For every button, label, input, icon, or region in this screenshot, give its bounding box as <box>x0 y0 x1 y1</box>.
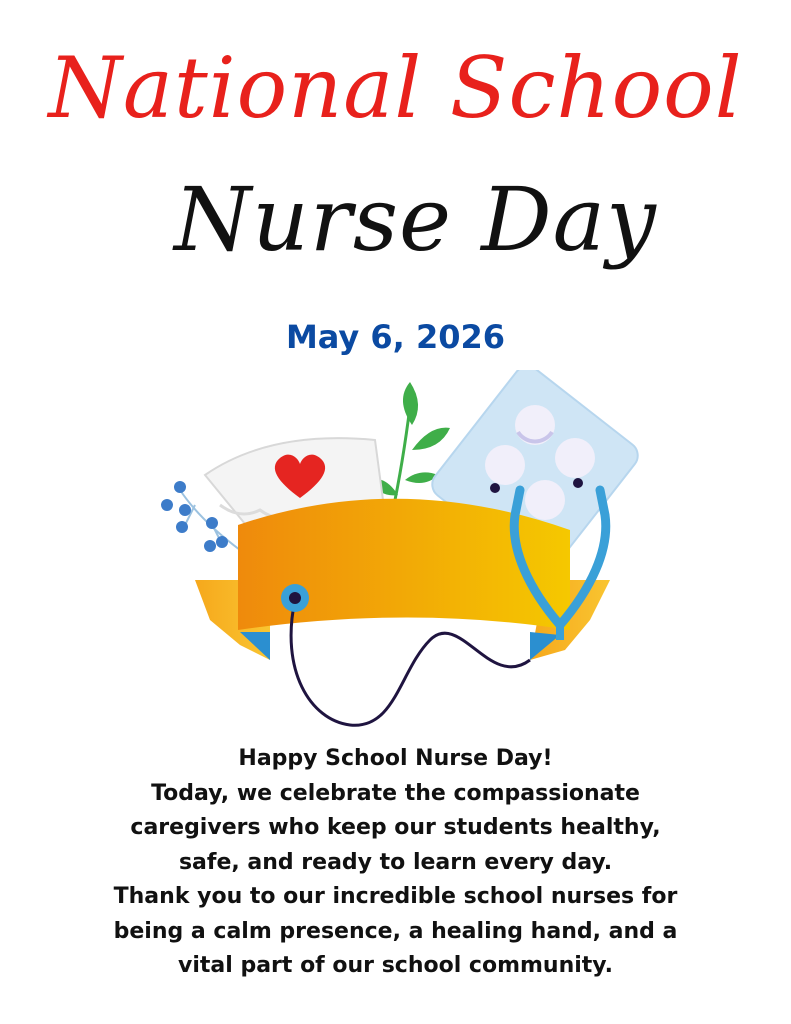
title-nurse-day: Nurse Day <box>174 168 657 271</box>
message-line: being a calm presence, a healing hand, and a <box>113 918 678 944</box>
message-line: Thank you to our incredible school nurses for <box>113 884 678 909</box>
message-block <box>0 742 791 984</box>
message-line: safe, and ready to learn every day. <box>178 849 613 875</box>
message-line: vital part of our school community. <box>178 953 613 978</box>
event-date: May 6, 2026 <box>285 318 506 356</box>
message-line: caregivers who keep our students healthy, <box>130 815 661 840</box>
title-national-school: National School <box>48 39 743 137</box>
ribbon-banner-icon <box>195 499 610 660</box>
greeting-line: Happy School Nurse Day! <box>238 746 553 771</box>
message-line: Today, we celebrate the compassionate <box>151 780 640 806</box>
nurse-day-illustration <box>150 370 650 740</box>
